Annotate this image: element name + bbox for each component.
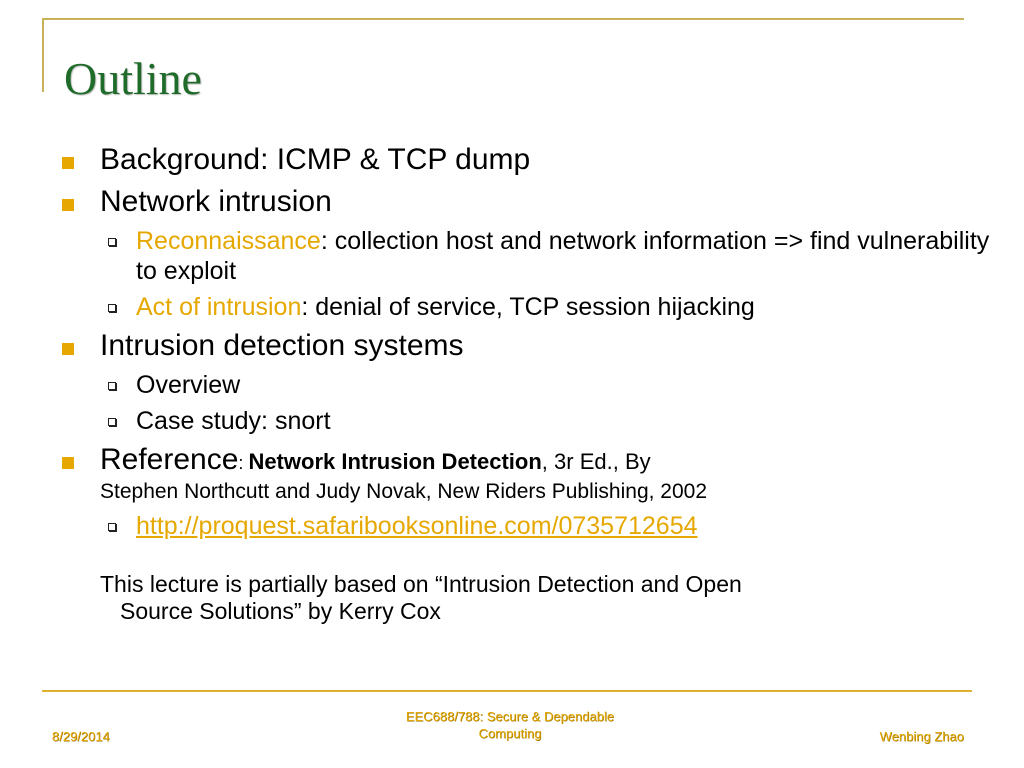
subbullet-reference-link (62, 511, 992, 541)
square-bullet-icon (62, 457, 74, 469)
subbullet-text: Overview (136, 371, 241, 399)
bullet-background (62, 142, 992, 178)
footer-course (360, 708, 660, 742)
square-bullet-icon (62, 343, 74, 355)
subbullet-case-study (62, 406, 992, 436)
subbullet-overview (62, 370, 992, 400)
hollow-square-bullet-icon (108, 382, 116, 390)
hollow-square-bullet-icon (108, 304, 116, 312)
footer-course-line-2: Computing (478, 726, 542, 741)
highlight-term: Act of intrusion (136, 293, 302, 321)
bullet-text: Network intrusion (100, 185, 332, 218)
hollow-square-bullet-icon (108, 523, 116, 531)
bullet-text: Background: ICMP & TCP dump (100, 143, 531, 176)
footer-author: Wenbing Zhao (879, 729, 964, 744)
bullet-text: Intrusion detection systems (100, 329, 464, 362)
slide-title: Outline (64, 53, 202, 104)
reference-label: Reference (100, 443, 239, 476)
footer-course-line-1: EEC688/788: Secure & Dependable (405, 709, 615, 724)
note-line-2: Source Solutions” by Kerry Cox (120, 598, 441, 624)
slide-content (62, 136, 992, 625)
subbullet-reconnaissance (62, 226, 992, 286)
hollow-square-bullet-icon (108, 418, 116, 426)
highlight-term: Reconnaissance (136, 227, 321, 255)
footer-date: 8/29/2014 (52, 729, 110, 744)
bullet-network-intrusion (62, 184, 992, 220)
reference-authors: Stephen Northcutt and Judy Novak, New Riders Publishing, 2002 (100, 480, 708, 503)
bullet-reference (62, 442, 992, 505)
reference-book-title: Network Intrusion Detection (248, 449, 542, 474)
note-line-1: This lecture is partially based on “Intrusion Detection and Open (100, 571, 742, 597)
subbullet-text: : denial of service, TCP session hijacking (301, 293, 755, 321)
square-bullet-icon (62, 199, 74, 211)
subbullet-text: : collection host and network information => find vulnerability to exploit (136, 227, 990, 285)
bullet-ids (62, 328, 992, 364)
reference-link[interactable]: http://proquest.safaribooksonline.com/0735712654 (136, 512, 698, 540)
footer-divider (42, 690, 972, 692)
frame-top-line (42, 18, 964, 20)
subbullet-text: Case study: snort (136, 407, 331, 435)
hollow-square-bullet-icon (108, 238, 116, 246)
reference-by: By (624, 449, 651, 474)
subbullet-act-of-intrusion (62, 292, 992, 322)
lecture-note (62, 571, 992, 625)
reference-edition: , 3r Ed., (541, 449, 625, 474)
square-bullet-icon (62, 157, 74, 169)
reference-separator: : (238, 453, 249, 473)
frame-left-line (42, 18, 44, 92)
